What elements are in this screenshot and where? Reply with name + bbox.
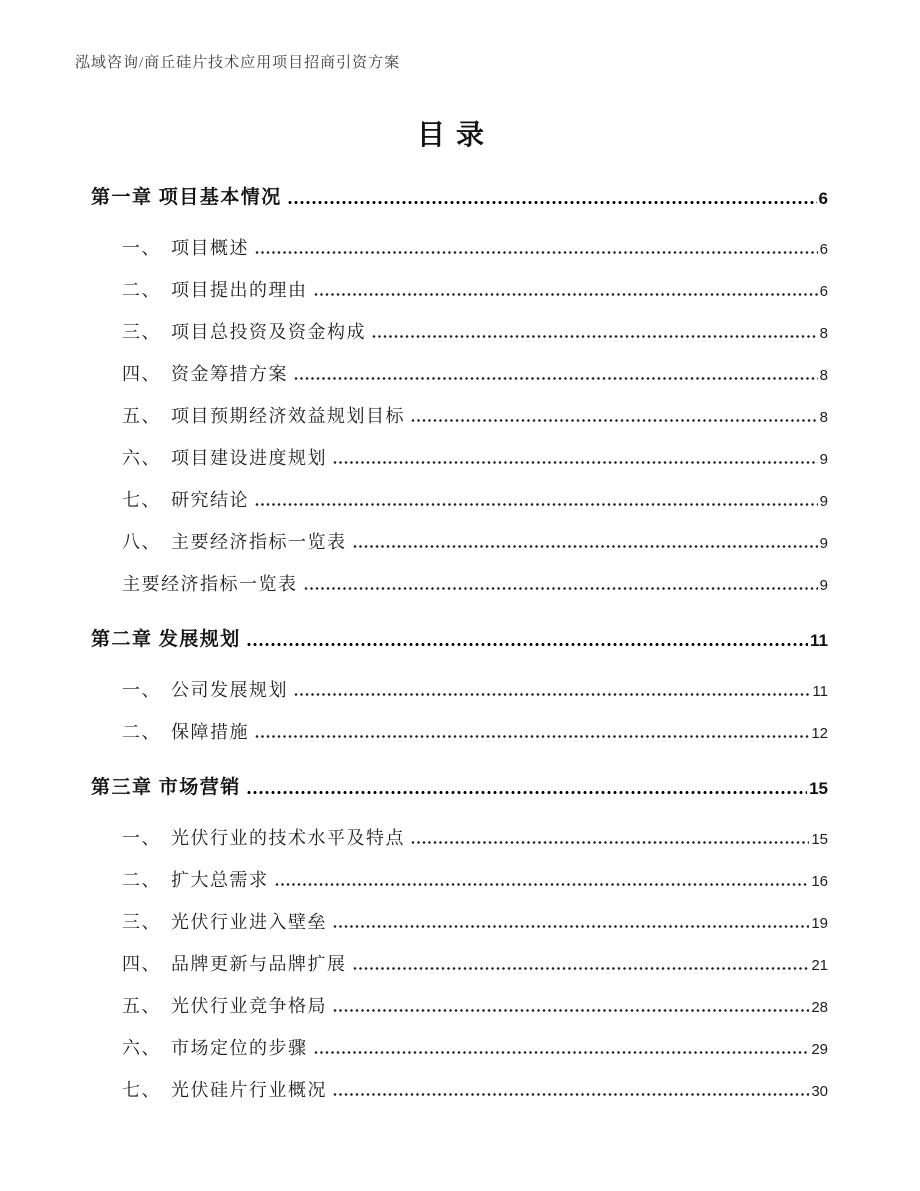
toc-entry-number: 六、 [122, 448, 161, 469]
dot-leader [247, 642, 808, 647]
toc-entry-number: 五、 [122, 406, 161, 427]
dot-leader [411, 418, 818, 423]
toc-title: 目 录 [416, 120, 486, 151]
dot-leader [372, 334, 818, 339]
toc-entry[interactable] [75, 261, 828, 303]
toc-entry-label: 第一章 项目基本情况 [91, 187, 282, 209]
toc-entry-label: 第三章 市场营销 [91, 777, 241, 799]
toc-entry[interactable] [75, 1019, 828, 1061]
dot-leader [255, 502, 818, 507]
toc-entry-page: 30 [811, 1083, 828, 1101]
toc-entry-page: 6 [819, 241, 828, 259]
dot-leader [304, 586, 818, 591]
dot-leader [247, 790, 807, 795]
toc-entry[interactable] [75, 513, 828, 555]
toc-entry-label: 项目总投资及资金构成 [171, 322, 366, 343]
toc-entry-number: 七、 [122, 1080, 161, 1101]
dot-leader [314, 292, 818, 297]
toc-entry-page: 12 [811, 725, 828, 743]
toc-entry[interactable] [75, 977, 828, 1019]
dot-leader [353, 966, 810, 971]
toc-entry[interactable] [75, 387, 828, 429]
toc-entry-label: 项目概述 [171, 238, 249, 259]
toc-entry-page: 6 [818, 189, 828, 209]
toc-entry-page: 19 [811, 915, 828, 933]
dot-leader [255, 250, 818, 255]
toc-entry[interactable] [75, 935, 828, 977]
toc-entry-page: 29 [811, 1041, 828, 1059]
dot-leader [353, 544, 818, 549]
toc-entry-label: 主要经济指标一览表 [122, 574, 298, 595]
toc-entry-label: 扩大总需求 [171, 870, 269, 891]
dot-leader [333, 460, 818, 465]
toc-entry-page: 8 [819, 367, 828, 385]
toc-entry[interactable] [75, 555, 828, 597]
toc-entry-label: 研究结论 [171, 490, 249, 511]
toc-entry-number: 一、 [122, 680, 161, 701]
toc-entry[interactable] [75, 851, 828, 893]
toc-entry[interactable] [75, 893, 828, 935]
toc-entry-page: 9 [819, 577, 828, 595]
toc-entry-number: 八、 [122, 532, 161, 553]
toc-entry[interactable] [75, 1061, 828, 1103]
document-header: 泓域咨询/商丘硅片技术应用项目招商引资方案 [75, 55, 401, 71]
dot-leader [294, 692, 810, 697]
toc-entry-page: 11 [812, 683, 828, 701]
toc-entry-page: 9 [819, 451, 828, 469]
toc-entry-number: 四、 [122, 364, 161, 385]
toc-entry-page: 16 [811, 873, 828, 891]
toc-entry-number: 一、 [122, 238, 161, 259]
dot-leader [294, 376, 818, 381]
toc-entry-label: 资金筹措方案 [171, 364, 288, 385]
dot-leader [255, 734, 809, 739]
toc-entry-label: 公司发展规划 [171, 680, 288, 701]
dot-leader [333, 1008, 809, 1013]
toc-entry-page: 15 [811, 831, 828, 849]
toc-entry-page: 21 [811, 957, 828, 975]
toc-entry-label: 项目预期经济效益规划目标 [171, 406, 405, 427]
toc-entry[interactable] [75, 471, 828, 513]
toc-entry-number: 二、 [122, 722, 161, 743]
toc-entry-page: 15 [809, 779, 828, 799]
table-of-contents [75, 163, 828, 1103]
dot-leader [314, 1050, 810, 1055]
toc-entry-number: 五、 [122, 996, 161, 1017]
toc-entry-number: 三、 [122, 912, 161, 933]
dot-leader [333, 924, 809, 929]
toc-entry[interactable] [75, 703, 828, 745]
toc-entry-page: 6 [819, 283, 828, 301]
toc-entry[interactable] [75, 219, 828, 261]
toc-entry[interactable] [75, 809, 828, 851]
toc-entry-label: 主要经济指标一览表 [171, 532, 347, 553]
toc-entry-label: 光伏硅片行业概况 [171, 1080, 327, 1101]
toc-entry-number: 七、 [122, 490, 161, 511]
toc-entry-page: 8 [819, 409, 828, 427]
toc-entry-label: 保障措施 [171, 722, 249, 743]
toc-entry-number: 三、 [122, 322, 161, 343]
toc-entry-number: 二、 [122, 870, 161, 891]
toc-entry-label: 第二章 发展规划 [91, 629, 241, 651]
dot-leader [288, 200, 817, 205]
toc-entry-label: 光伏行业的技术水平及特点 [171, 828, 405, 849]
toc-entry-number: 一、 [122, 828, 161, 849]
toc-entry-label: 品牌更新与品牌扩展 [171, 954, 347, 975]
toc-entry[interactable] [75, 429, 828, 471]
toc-entry-page: 9 [819, 535, 828, 553]
toc-entry[interactable] [75, 303, 828, 345]
toc-entry-page: 28 [811, 999, 828, 1017]
toc-entry-page: 11 [810, 631, 828, 651]
toc-entry[interactable] [75, 661, 828, 703]
toc-entry-chapter-2[interactable] [75, 605, 828, 653]
toc-entry-label: 项目提出的理由 [171, 280, 308, 301]
toc-entry-page: 8 [819, 325, 828, 343]
dot-leader [275, 882, 810, 887]
toc-entry-number: 四、 [122, 954, 161, 975]
toc-entry[interactable] [75, 345, 828, 387]
toc-entry-number: 二、 [122, 280, 161, 301]
toc-entry-chapter-1[interactable] [75, 163, 828, 211]
toc-entry-number: 六、 [122, 1038, 161, 1059]
toc-entry-label: 光伏行业竞争格局 [171, 996, 327, 1017]
dot-leader [411, 840, 809, 845]
toc-entry-page: 9 [819, 493, 828, 511]
toc-entry-label: 项目建设进度规划 [171, 448, 327, 469]
dot-leader [333, 1092, 809, 1097]
toc-entry-label: 市场定位的步骤 [171, 1038, 308, 1059]
toc-entry-chapter-3[interactable] [75, 753, 828, 801]
toc-entry-label: 光伏行业进入壁垒 [171, 912, 327, 933]
